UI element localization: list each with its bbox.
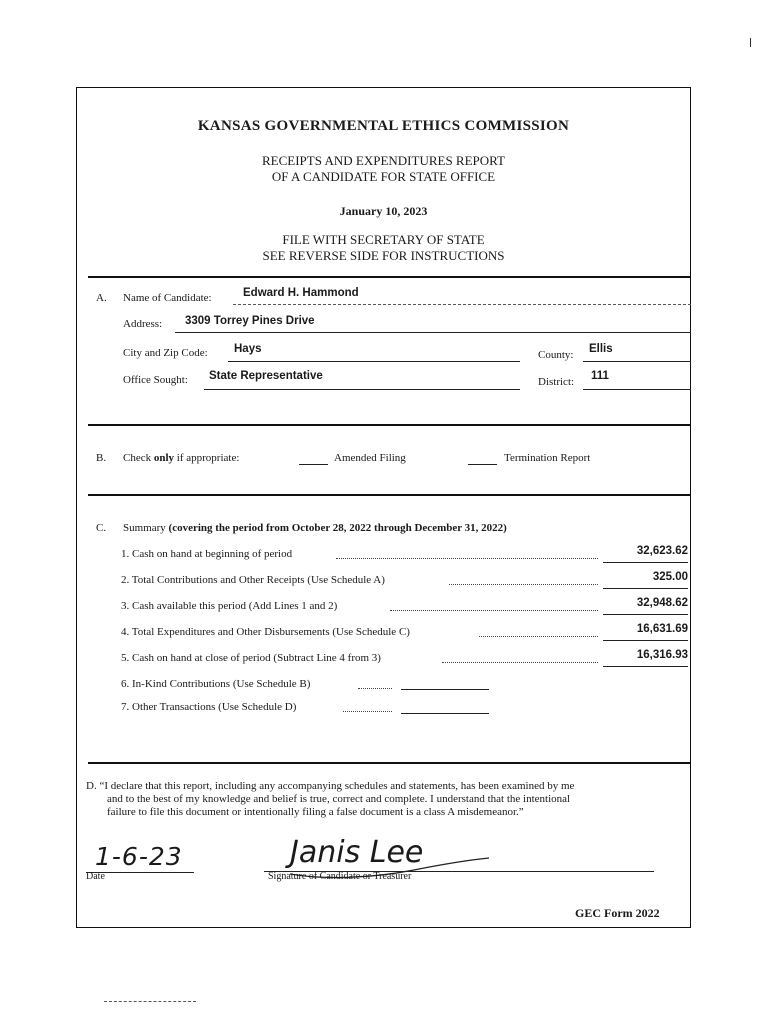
check-instruction-pre: Check: [123, 452, 154, 464]
city-zip-value[interactable]: Hays: [234, 343, 262, 355]
county-line: [583, 361, 691, 362]
file-instruction-line2: SEE REVERSE SIDE FOR INSTRUCTIONS: [262, 248, 505, 263]
form-id: GEC Form 2022: [575, 906, 660, 920]
declaration-line-1: “I declare that this report, including any accompanying schedules and statements, has been examined by me: [99, 780, 575, 792]
date-label: Date: [86, 871, 105, 882]
section-divider: [88, 424, 691, 426]
amount-underline: [603, 588, 688, 589]
county-label: County:: [538, 349, 574, 361]
check-instruction-only: only: [153, 452, 175, 464]
candidate-name-line: [233, 304, 691, 305]
amended-filing-checkbox[interactable]: [299, 464, 328, 465]
scan-mark: [104, 1001, 196, 1002]
other-transactions-amount-line[interactable]: [401, 713, 489, 714]
amount-underline: [603, 666, 688, 667]
section-divider: [88, 494, 691, 496]
leader-dots: [358, 688, 392, 689]
amount-underline: [603, 614, 688, 615]
signed-date[interactable]: 1-6-23: [95, 842, 183, 871]
section-divider: [88, 276, 691, 278]
summary-label: Summary: [123, 522, 169, 534]
summary-line-2-amount[interactable]: 325.00: [652, 571, 688, 583]
file-instruction-line1: FILE WITH SECRETARY OF STATE: [282, 232, 485, 247]
leader-dots: [390, 610, 598, 611]
declaration-line-3: failure to file this document or intentionally filing a false document is a class A misdemeanor.”: [107, 806, 524, 818]
termination-report-checkbox[interactable]: [468, 464, 497, 465]
leader-dots: [336, 558, 598, 559]
district-value[interactable]: 111: [591, 370, 609, 382]
summary-line-6-label: 6. In-Kind Contributions (Use Schedule B): [121, 678, 311, 690]
county-value[interactable]: Ellis: [589, 343, 613, 355]
leader-dots: [442, 662, 598, 663]
summary-line-5-label: 5. Cash on hand at close of period (Subtract Line 4 from 3): [121, 652, 381, 664]
summary-line-3-amount[interactable]: 32,948.62: [636, 597, 688, 609]
section-a-letter: A.: [96, 292, 107, 304]
office-sought-line: [204, 389, 520, 390]
address-value[interactable]: 3309 Torrey Pines Drive: [185, 315, 315, 327]
city-zip-label: City and Zip Code:: [123, 347, 208, 359]
candidate-name-label: Name of Candidate:: [123, 292, 212, 304]
summary-line-7-label: 7. Other Transactions (Use Schedule D): [121, 701, 297, 713]
city-zip-line: [228, 361, 520, 362]
signature-label: Signature of Candidate or Treasurer: [268, 871, 412, 882]
summary-line-2-label: 2. Total Contributions and Other Receipts (Use Schedule A): [121, 574, 385, 586]
office-sought-value[interactable]: State Representative: [209, 370, 323, 382]
in-kind-amount-line[interactable]: [401, 689, 489, 690]
leader-dots: [479, 636, 598, 637]
scan-mark: [750, 38, 751, 47]
summary-line-1-amount[interactable]: 32,623.62: [636, 545, 688, 557]
candidate-name-value[interactable]: Edward H. Hammond: [243, 287, 359, 299]
district-label: District:: [538, 376, 575, 388]
declaration-line-2: and to the best of my knowledge and belief is true, correct and complete. I understand that the intentional: [107, 793, 571, 805]
summary-line-4-label: 4. Total Expenditures and Other Disbursements (Use Schedule C): [121, 626, 410, 638]
section-c-letter: C.: [96, 522, 107, 534]
summary-heading: [123, 522, 507, 534]
summary-period: (covering the period from October 28, 2022 through December 31, 2022): [168, 522, 507, 534]
summary-line-5-amount[interactable]: 16,316.93: [636, 649, 688, 661]
section-divider: [88, 762, 691, 764]
section-d-letter: D.: [86, 780, 97, 792]
amount-underline: [603, 640, 688, 641]
summary-line-3-label: 3. Cash available this period (Add Lines 1 and 2): [121, 600, 338, 612]
district-line: [583, 389, 691, 390]
summary-line-1-label: 1. Cash on hand at beginning of period: [121, 548, 293, 560]
summary-line-4-amount[interactable]: 16,631.69: [636, 623, 688, 635]
address-label: Address:: [123, 318, 163, 330]
report-title-line2: OF A CANDIDATE FOR STATE OFFICE: [271, 169, 496, 184]
declaration-text: [86, 780, 686, 819]
check-instruction: [123, 452, 239, 464]
amount-underline: [603, 562, 688, 563]
commission-title: KANSAS GOVERNMENTAL ETHICS COMMISSION: [197, 118, 570, 134]
termination-report-label: Termination Report: [504, 452, 591, 464]
leader-dots: [343, 711, 392, 712]
section-b-letter: B.: [96, 452, 107, 464]
office-sought-label: Office Sought:: [123, 374, 188, 386]
leader-dots: [449, 584, 598, 585]
report-title-line1: RECEIPTS AND EXPENDITURES REPORT: [262, 153, 505, 168]
signature[interactable]: Janis Lee: [290, 835, 424, 870]
check-instruction-post: if appropriate:: [174, 452, 240, 464]
amended-filing-label: Amended Filing: [334, 452, 406, 464]
address-line: [175, 332, 691, 333]
report-date: January 10, 2023: [339, 204, 428, 218]
